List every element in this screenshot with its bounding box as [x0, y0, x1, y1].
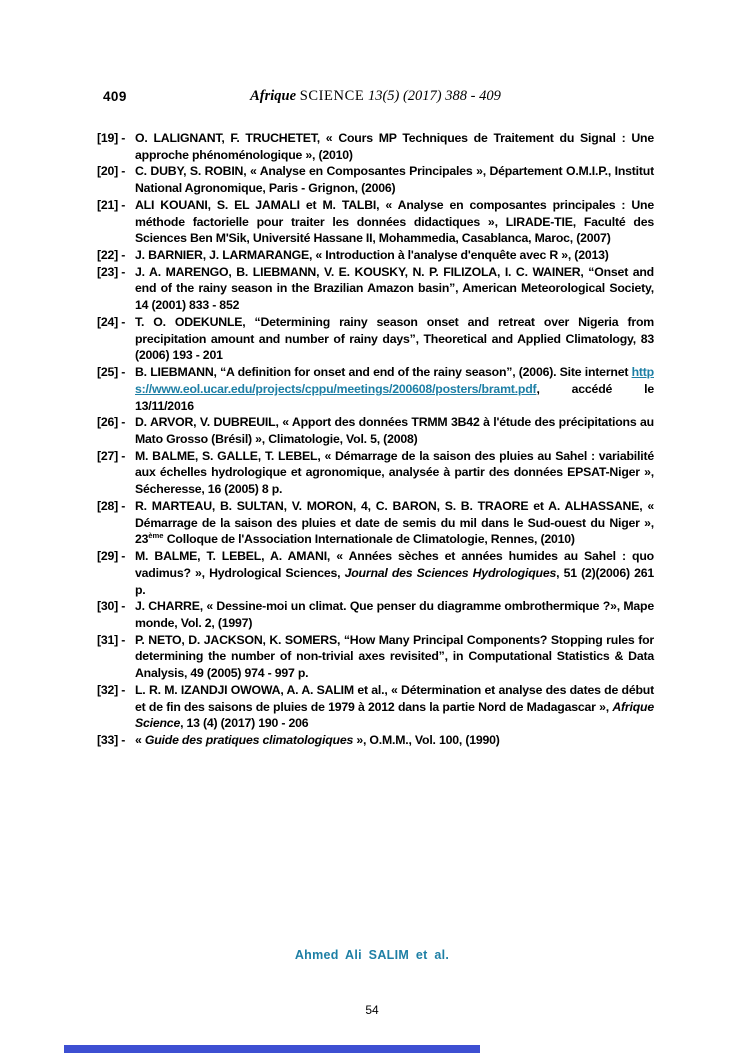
journal-name: Afrique	[250, 88, 297, 104]
reference-text-segment: ALI KOUANI, S. EL JAMALI et M. TALBI, « Analyse en composantes principales : Une méthode factorielle pour traiter les données didactiques », LIRADE-TIE, Faculté des Sciences Ben M'Sik, Université Hassane II, Mohammedia, Casablanca, Maroc, (2007)	[135, 197, 654, 246]
header-page-number: 409	[103, 89, 127, 104]
reference-text-segment: ème	[148, 531, 164, 541]
reference-label: [23] -	[97, 264, 126, 279]
reference-item	[97, 163, 654, 196]
reference-label: [26] -	[97, 415, 126, 430]
reference-text	[135, 264, 654, 314]
reference-text-segment: , 51 (2)(2006) 261 p.	[135, 565, 655, 597]
journal-issue-info: 13(5) (2017) 388 - 409	[367, 88, 501, 104]
reference-item	[97, 314, 654, 364]
reference-text-segment: J. A. MARENGO, B. LIEBMANN, V. E. KOUSKY, N. P. FILIZOLA, I. C. WAINER, “Onset and end of the rainy season in the Brazilian Amazon basin”, American Meteorological Society, 14 (2001) 833 - 852	[135, 264, 654, 313]
reference-item	[97, 598, 654, 631]
reference-item	[97, 364, 654, 414]
reference-label: [22] -	[97, 248, 126, 263]
reference-text	[135, 130, 654, 163]
reference-item	[97, 197, 654, 247]
reference-text	[135, 682, 654, 732]
reference-label: [32] -	[97, 682, 126, 697]
reference-label: [29] -	[97, 549, 126, 564]
reference-item	[97, 732, 654, 749]
reference-text	[135, 598, 654, 631]
reference-item	[97, 414, 654, 447]
bottom-blue-bar	[64, 1045, 480, 1053]
reference-label: [20] -	[97, 164, 126, 179]
reference-text-segment: P. NETO, D. JACKSON, K. SOMERS, “How Many Principal Components? Stopping rules for determining the number of non-trivial axes revisited”, in Computational Statistics & Data Analysis, 49 (2005) 974 - 997 p.	[135, 632, 654, 681]
reference-text	[135, 247, 654, 264]
footer-page-number: 54	[365, 1003, 379, 1017]
reference-label: [24] -	[97, 314, 126, 329]
reference-text	[135, 632, 654, 682]
journal-name-science: SCIENCE	[299, 88, 365, 104]
reference-text-segment: M. BALME, T. LEBEL, A. AMANI, « Années sèches et années humides au Sahel : quo vadimus? », Hydrological Sciences,	[135, 549, 654, 580]
reference-text-segment: Afrique Science	[135, 699, 654, 731]
reference-text-segment: D. ARVOR, V. DUBREUIL, « Apport des données TRMM 3B42 à l'étude des précipitations au Mato Grosso (Brésil) », Climatologie, Vol. 5, (2008)	[135, 415, 654, 446]
reference-label: [28] -	[97, 498, 126, 513]
page-content	[97, 88, 654, 749]
reference-text-segment: «	[135, 732, 145, 747]
reference-label: [21] -	[97, 197, 126, 212]
reference-label: [25] -	[97, 365, 126, 380]
reference-item	[97, 130, 654, 163]
journal-header-title	[97, 88, 654, 105]
reference-text-segment: T. O. ODEKUNLE, “Determining rainy season onset and retreat over Nigeria from precipitation amount and number of rainy days”, Theoretical and Applied Climatology, 83 (2006) 193 - 201	[135, 314, 654, 363]
reference-item	[97, 632, 654, 682]
reference-label: [30] -	[97, 599, 126, 614]
references-list	[97, 130, 654, 749]
reference-text-segment: , 13 (4) (2017) 190 - 206	[180, 716, 309, 731]
reference-link[interactable]: https://www.eol.ucar.edu/projects/cppu/meetings/200608/posters/bramt.pdf	[135, 365, 654, 396]
reference-label: [19] -	[97, 131, 126, 145]
reference-text-segment: Colloque de l'Association Internationale de Climatologie, Rennes, (2010)	[163, 532, 575, 547]
reference-item	[97, 264, 654, 314]
reference-text	[135, 448, 654, 498]
reference-label: [31] -	[97, 632, 126, 647]
reference-item	[97, 448, 654, 498]
reference-item	[97, 498, 654, 548]
page-header	[97, 88, 654, 108]
footer-authors: Ahmed Ali SALIM et al.	[294, 948, 450, 962]
reference-text	[135, 314, 654, 364]
reference-label: [27] -	[97, 448, 126, 463]
reference-text-segment: L. R. M. IZANDJI OWOWA, A. A. SALIM et al., « Détermination et analyse des dates de début et de fin des saisons de pluies de 1979 à 2012 dans la partie Nord de Madagascar »,	[135, 682, 654, 714]
reference-text-segment: , accédé le 13/11/2016	[135, 381, 654, 413]
reference-text-segment: J. BARNIER, J. LARMARANGE, « Introduction à l'analyse d'enquête avec R », (2013)	[135, 248, 609, 263]
reference-text	[135, 163, 654, 196]
reference-text	[135, 414, 654, 447]
reference-item	[97, 682, 654, 732]
reference-text-segment: Journal des Sciences Hydrologiques	[344, 565, 557, 580]
reference-text	[135, 364, 654, 414]
reference-label: [33] -	[97, 732, 126, 747]
reference-text	[135, 732, 654, 749]
reference-text	[135, 197, 654, 247]
reference-text-segment: », O.M.M., Vol. 100, (1990)	[353, 732, 500, 747]
reference-text-segment: Guide des pratiques climatologiques	[144, 732, 354, 747]
reference-text-segment: C. DUBY, S. ROBIN, « Analyse en Composantes Principales », Département O.M.I.P., Institut National Agronomique, Paris - Grignon, (2006)	[135, 164, 654, 196]
reference-text-segment: M. BALME, S. GALLE, T. LEBEL, « Démarrage de la saison des pluies au Sahel : variabilité aux échelles hydrologique et agronomique, analysée à partir des données EPSAT-Niger », Sécheresse, 16 (2005) 8 p.	[135, 448, 654, 497]
reference-item	[97, 548, 654, 598]
reference-item	[97, 247, 654, 264]
reference-text-segment: J. CHARRE, « Dessine-moi un climat. Que penser du diagramme ombrothermique ?», Mape monde, Vol. 2, (1997)	[135, 599, 654, 630]
reference-text-segment: R. MARTEAU, B. SULTAN, V. MORON, 4, C. BARON, S. B. TRAORE et A. ALHASSANE, « Démarrage de la saison des pluies et date de semis du mil dans le Sud-ouest du Niger », 23	[135, 498, 654, 547]
reference-text-segment: O. LALIGNANT, F. TRUCHETET, « Cours MP Techniques de Traitement du Signal : Une approche phénoménologique », (2010)	[135, 131, 654, 162]
reference-text-segment: B. LIEBMANN, “A definition for onset and end of the rainy season”, (2006). Site internet	[135, 365, 632, 380]
reference-text	[135, 548, 654, 598]
reference-text	[135, 498, 654, 548]
